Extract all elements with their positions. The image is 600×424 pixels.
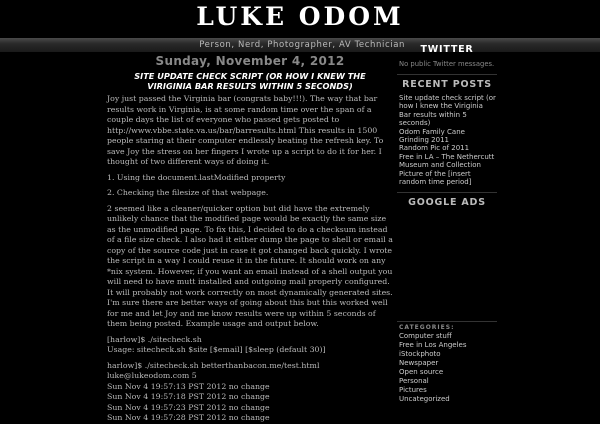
category-link[interactable]: Open source	[399, 368, 444, 377]
code-line: Sun Nov 4 19:57:28 PST 2012 no change	[107, 413, 270, 422]
twitter-note: No public Twitter messages.	[399, 60, 495, 68]
category-link[interactable]: Uncategorized	[399, 395, 450, 404]
site-header	[0, 0, 600, 38]
recent-posts-list	[397, 94, 497, 186]
code-line: harlow]$ ./sitecheck.sh betterthanbacon.me/test.html luke@lukeodom.com 5	[107, 360, 320, 380]
post-title[interactable]: SITE UPDATE CHECK SCRIPT (OR HOW I KNEW THE VIRIGINIA BAR RESULTS WITHIN 5 SECONDS)	[134, 71, 366, 91]
post-paragraph: 2 seemed like a cleaner/quicker option but did have the extremely unlikely chance that the modified page would be exactly the same size as the unmodified page. To fix this, I decided to do a checksum instead of a file size check. I also had it either dump the page to shell or email a copy of the source code just in case it got changed back quickly. I wrote the script in a way I could reuse it in the future. It should work on any *nix system. However, if you want an email instead of a shell output you will need to have mutt installed and outgoing mail properly configured. It will probably not work correctly on most dynamically generated sites. I'm sure there are better ways of going about this but this worked well for me and let Joy and me know results were up within 5 seconds of them being posted. Example usage and output below.	[107, 203, 393, 328]
recent-post-link[interactable]: Free in LA – The Nethercutt Museum and Collection	[399, 152, 495, 170]
code-output	[107, 361, 393, 424]
google-ads-heading: GOOGLE ADS	[408, 197, 486, 209]
twitter-heading: TWITTER	[420, 44, 474, 55]
category-link[interactable]: Personal	[399, 377, 429, 386]
categories-heading: CATEGORIES:	[399, 324, 455, 332]
code-line: Sun Nov 4 19:57:23 PST 2012 no change	[107, 402, 270, 412]
code-line: Sun Nov 4 19:57:13 PST 2012 no change	[107, 381, 270, 391]
tagline-bar	[0, 38, 600, 52]
post-paragraph: Joy just passed the Virginia bar (congrats baby!!!). The way that bar results work in Virginia, is at some random time over the span of a couple days the list of everyone who passed gets posted to http://www.vbbe.state.va.us/bar/barresults.html This results in 1500 people staring at their computer endlessly beating the refresh key. To save Joy the stress on her fingers I wrote up a script to do it for her. I thought of two different ways of doing it.	[107, 94, 384, 166]
post-paragraph: 2. Checking the filesize of that webpage.	[107, 188, 269, 197]
divider	[397, 74, 497, 75]
sidebar	[397, 40, 497, 404]
site-tagline: Person, Nerd, Photographer, AV Technician	[199, 40, 405, 50]
category-link[interactable]: Newspaper	[399, 359, 439, 368]
recent-post-link[interactable]: Odom Family Cane Grinding 2011	[399, 127, 465, 145]
category-link[interactable]: Computer stuff	[399, 332, 452, 341]
ads-area	[397, 208, 497, 315]
recent-post-link[interactable]: Picture of the [insert random time period]	[399, 169, 472, 187]
site-title[interactable]: LUKE ODOM	[196, 2, 404, 31]
code-usage	[107, 335, 393, 356]
code-line: [harlow]$ ./sitecheck.sh	[107, 334, 202, 344]
code-line: Usage: sitecheck.sh $site [$email] [$sleep (default 30)]	[107, 345, 326, 354]
recent-post-link[interactable]: Site update check script (or how I knew the Viriginia Bar results within 5 seconds)	[399, 94, 496, 128]
divider	[397, 192, 497, 193]
divider	[397, 321, 497, 322]
code-line: Sun Nov 4 19:57:18 PST 2012 no change	[107, 392, 270, 401]
recent-post-link[interactable]: Random Pic of 2011	[399, 144, 470, 153]
category-link[interactable]: Free in Los Angeles	[399, 341, 467, 350]
categories-list	[397, 332, 497, 404]
post-body	[107, 94, 393, 424]
recent-posts-heading: RECENT POSTS	[402, 79, 492, 90]
category-link[interactable]: Pictures	[399, 386, 427, 395]
post-paragraph: 1. Using the document.lastModified property	[107, 172, 286, 182]
main-content	[107, 52, 393, 422]
post-date: Sunday, November 4, 2012	[155, 54, 345, 68]
category-link[interactable]: iStockphoto	[399, 350, 441, 359]
